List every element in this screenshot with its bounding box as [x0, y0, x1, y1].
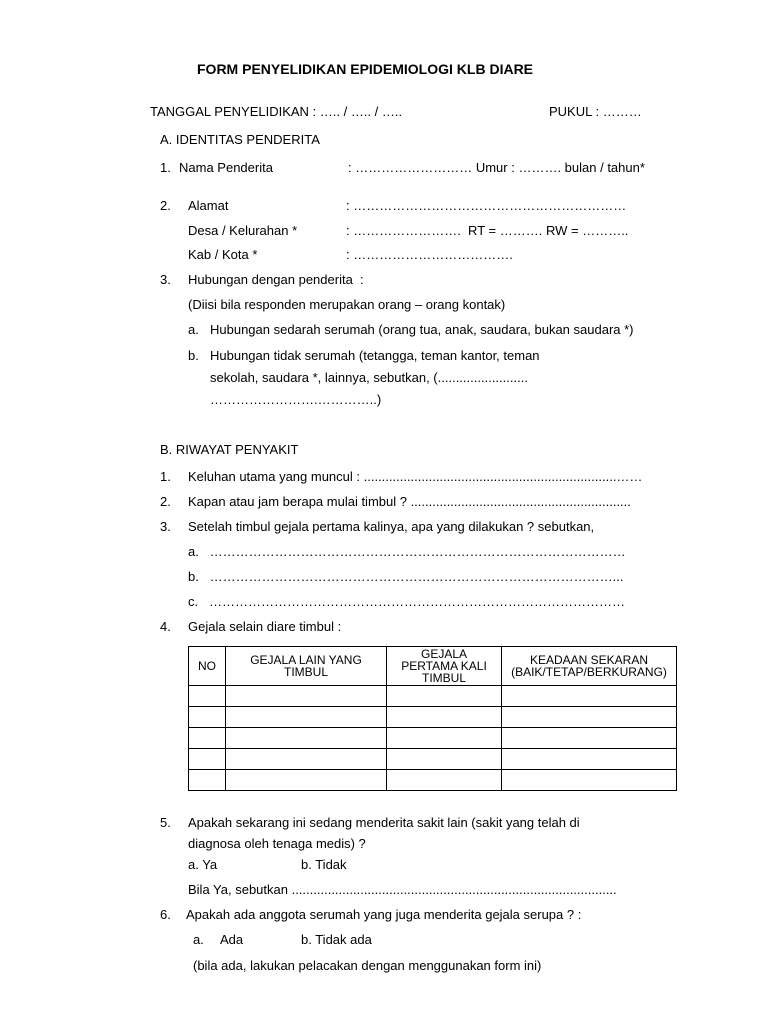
symptom-table-header	[189, 647, 677, 686]
option-b-letter: b.	[188, 348, 199, 363]
q6-option-tidak-ada[interactable]: b. Tidak ada	[301, 932, 372, 947]
q6-number: 6.	[160, 907, 171, 922]
option-a-letter: a.	[188, 322, 199, 337]
mulai-timbul-field[interactable]: Kapan atau jam berapa mulai timbul ? .............................................................	[188, 494, 631, 509]
table-cell[interactable]	[226, 770, 387, 791]
table-cell[interactable]	[226, 749, 387, 770]
q3-answer-c[interactable]: c. ……………………………………………………………………………………	[188, 594, 625, 609]
table-cell[interactable]	[226, 707, 387, 728]
table-cell[interactable]	[502, 707, 677, 728]
nama-umur-field[interactable]: : ……………………… Umur : ………. bulan / tahun*	[348, 160, 645, 175]
col-header-no: NO	[189, 647, 226, 686]
q6-option-a-letter: a.	[193, 932, 204, 947]
item2-number: 2.	[160, 198, 171, 213]
col-header-gejala-lain: GEJALA LAIN YANG TIMBUL	[226, 647, 387, 686]
table-row	[189, 707, 677, 728]
q4-number: 4.	[160, 619, 171, 634]
symptom-table	[188, 646, 677, 791]
desa-rt-rw-field[interactable]: : ……………………. RT = ………. RW = ………..	[346, 223, 629, 238]
q3-number: 3.	[160, 519, 171, 534]
table-cell[interactable]	[502, 728, 677, 749]
q5-question-line2: diagnosa oleh tenaga medis) ?	[188, 836, 366, 851]
q6-note: (bila ada, lakukan pelacakan dengan menggunakan form ini)	[193, 958, 542, 973]
q3-question: Setelah timbul gejala pertama kalinya, apa yang dilakukan ? sebutkan,	[188, 519, 595, 534]
q3-answer-a[interactable]: a. ……………………………………………………………………………………	[188, 544, 626, 559]
table-cell[interactable]	[387, 686, 502, 707]
option-a-text[interactable]: Hubungan sedarah serumah (orang tua, anak, saudara, bukan saudara *)	[210, 322, 634, 337]
kab-label: Kab / Kota *	[188, 247, 258, 262]
alamat-label: Alamat	[188, 198, 229, 213]
table-row	[189, 686, 677, 707]
q6-question: Apakah ada anggota serumah yang juga menderita gejala serupa ? :	[186, 907, 582, 922]
q5-number: 5.	[160, 815, 171, 830]
option-b-text-line2[interactable]: sekolah, saudara *, lainnya, sebutkan, (.........................	[210, 370, 528, 385]
nama-penderita-label: Nama Penderita	[179, 160, 273, 175]
q4-question: Gejala selain diare timbul :	[188, 619, 342, 634]
table-cell[interactable]	[226, 686, 387, 707]
table-cell[interactable]	[189, 686, 226, 707]
alamat-field[interactable]: : ………………………………………………………	[346, 198, 627, 213]
table-cell[interactable]	[502, 749, 677, 770]
q1-number: 1.	[160, 469, 171, 484]
table-cell[interactable]	[189, 770, 226, 791]
option-b-text-line3[interactable]: …………………….…………..)	[210, 392, 382, 407]
desa-label: Desa / Kelurahan *	[188, 223, 298, 238]
table-cell[interactable]	[387, 770, 502, 791]
table-row	[189, 728, 677, 749]
hubungan-note: (Diisi bila responden merupakan orang – orang kontak)	[188, 297, 506, 312]
col-header-gejala-pertama: GEJALA PERTAMA KALI TIMBUL	[387, 647, 502, 686]
table-cell[interactable]	[502, 686, 677, 707]
q3-answer-b[interactable]: b. …………………………………………………………………………………...	[188, 569, 624, 584]
q6-option-ada[interactable]: Ada	[220, 932, 244, 947]
table-cell[interactable]	[189, 728, 226, 749]
section-a-heading: A. IDENTITAS PENDERITA	[160, 132, 320, 147]
pukul-field[interactable]: PUKUL : ………	[549, 104, 642, 119]
item1-number: 1.	[160, 160, 171, 175]
keluhan-field[interactable]: Keluhan utama yang muncul : ......................................................................……	[188, 469, 643, 484]
q5-sebutkan-field[interactable]: Bila Ya, sebutkan ..........................................................................................	[188, 882, 617, 897]
table-cell[interactable]	[189, 707, 226, 728]
hubungan-label: Hubungan dengan penderita :	[188, 272, 364, 287]
table-row	[189, 749, 677, 770]
q2-number: 2.	[160, 494, 171, 509]
table-cell[interactable]	[502, 770, 677, 791]
table-cell[interactable]	[387, 749, 502, 770]
table-cell[interactable]	[226, 728, 387, 749]
option-b-text-line1[interactable]: Hubungan tidak serumah (tetangga, teman kantor, teman	[210, 348, 540, 363]
table-cell[interactable]	[189, 749, 226, 770]
kab-field[interactable]: : ……………………………….	[346, 247, 513, 262]
table-row	[189, 770, 677, 791]
q5-option-tidak[interactable]: b. Tidak	[301, 857, 347, 872]
page-title: FORM PENYELIDIKAN EPIDEMIOLOGI KLB DIARE	[197, 61, 534, 77]
q5-option-ya[interactable]: a. Ya	[188, 857, 218, 872]
table-cell[interactable]	[387, 707, 502, 728]
tanggal-field[interactable]: TANGGAL PENYELIDIKAN : ….. / ….. / …..	[150, 104, 403, 119]
q5-question-line1: Apakah sekarang ini sedang menderita sakit lain (sakit yang telah di	[188, 815, 580, 830]
col-header-keadaan: KEADAAN SEKARAN (BAIK/TETAP/BERKURANG)	[502, 647, 677, 686]
section-b-heading: B. RIWAYAT PENYAKIT	[160, 442, 299, 457]
table-cell[interactable]	[387, 728, 502, 749]
item3-number: 3.	[160, 272, 171, 287]
